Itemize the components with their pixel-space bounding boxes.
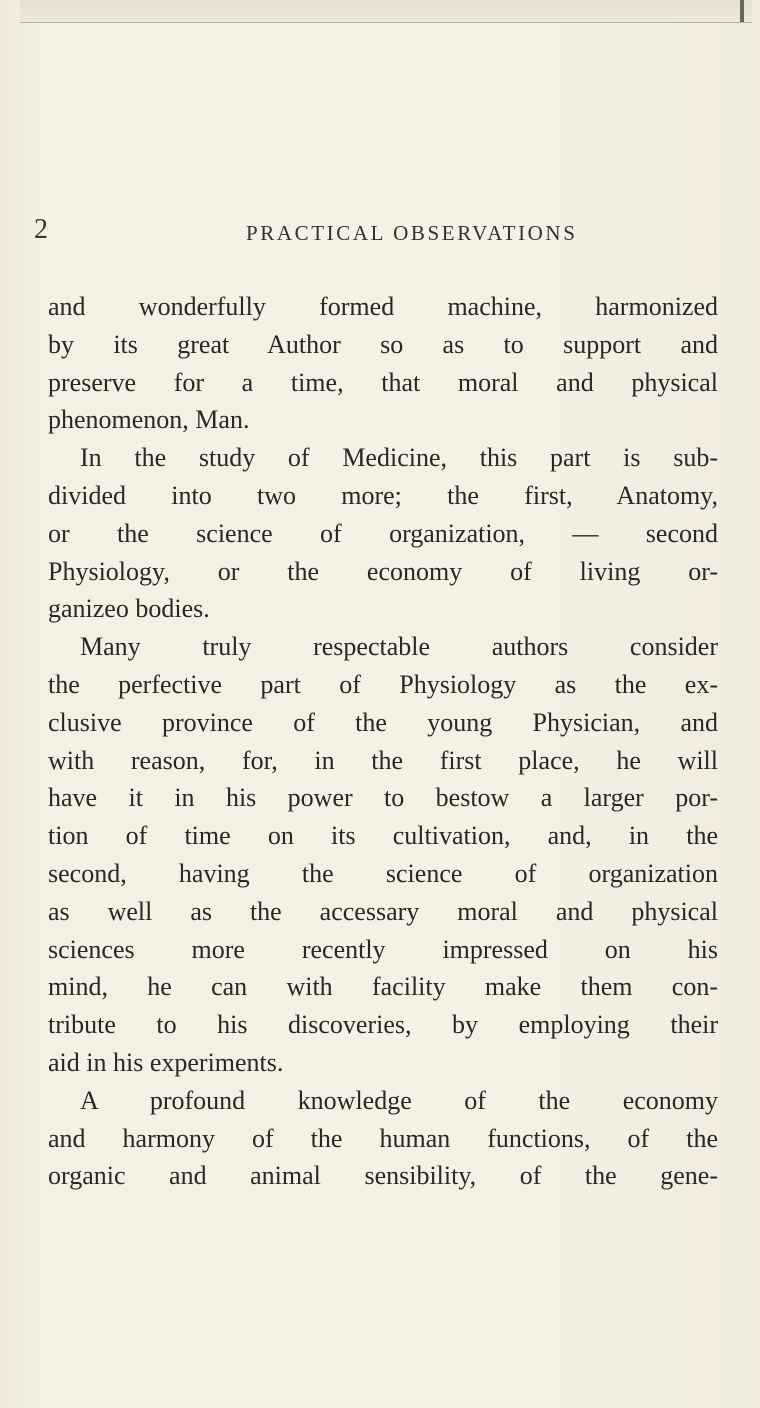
text-line: or the science of organization, — second xyxy=(48,518,718,548)
text-line: by its great Author so as to support and xyxy=(48,329,718,359)
text-line: divided into two more; the first, Anatomy, xyxy=(48,480,718,510)
text-line: as well as the accessary moral and physical xyxy=(48,896,718,926)
text-line: A profound knowledge of the economy xyxy=(80,1085,718,1115)
text-line: tribute to his discoveries, by employing their xyxy=(48,1010,718,1040)
paragraph xyxy=(48,288,718,439)
page-edge-mark xyxy=(740,0,744,22)
paragraph xyxy=(48,439,718,628)
text-line: second, having the science of organization xyxy=(48,858,718,888)
page-number: 2 xyxy=(34,214,48,245)
text-line: Many truly respectable authors consider xyxy=(80,632,718,662)
text-line: sciences more recently impressed on his xyxy=(48,934,718,964)
text-line: and harmony of the human functions, of the xyxy=(48,1123,718,1153)
page-top-edge xyxy=(20,0,752,23)
text-line: tion of time on its cultivation, and, in the xyxy=(48,821,718,851)
text-line: ganizeo bodies. xyxy=(48,594,210,624)
text-line: and wonderfully formed machine, harmonized xyxy=(48,292,718,321)
text-line: phenomenon, Man. xyxy=(48,405,250,435)
text-line: with reason, for, in the first place, he will xyxy=(48,745,718,775)
body-text xyxy=(48,288,718,1195)
text-line: Physiology, or the economy of living or- xyxy=(48,556,718,586)
text-line: In the study of Medicine, this part is sub- xyxy=(80,443,718,473)
text-line: organic and animal sensibility, of the gene- xyxy=(48,1161,718,1191)
text-line: have it in his power to bestow a larger por- xyxy=(48,783,718,813)
text-line: the perfective part of Physiology as the ex- xyxy=(48,669,718,699)
text-line: aid in his experiments. xyxy=(48,1047,284,1077)
paragraph xyxy=(48,1082,718,1195)
text-line: clusive province of the young Physician, and xyxy=(48,707,718,737)
text-line: mind, he can with facility make them con- xyxy=(48,972,718,1002)
text-line: preserve for a time, that moral and physical xyxy=(48,367,718,397)
running-head: PRACTICAL OBSERVATIONS xyxy=(246,221,578,245)
paragraph xyxy=(48,628,718,1082)
